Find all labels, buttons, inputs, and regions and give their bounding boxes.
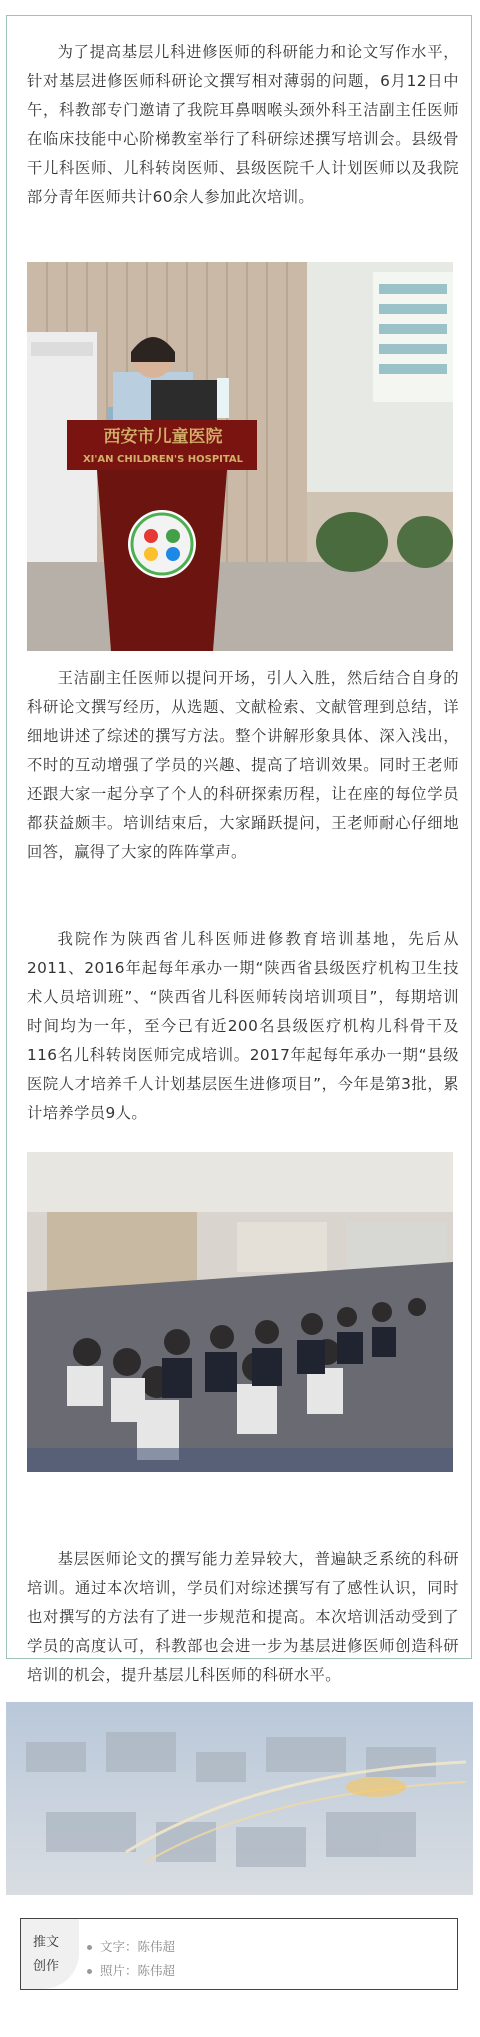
paragraph-training-base: 我院作为陕西省儿科医师进修教育培训基地，先后从2011、2016年起每年承办一期“陕西省县级医疗机构卫生技术人员培训班”、“陕西省儿科医师转岗培训项目”，每期培训时间均为一年，至今已有近200名县级医疗机构儿科骨干及116名儿科转岗医师完成培训。2017年起每年承办一期“县级医院人才培养千人计划基层医生进修项目”，今年是第3批，累计培养学员9人。 bbox=[27, 930, 459, 1122]
lecturer-photo bbox=[27, 262, 453, 651]
paragraph-conclusion: 基层医师论文的撰写能力差异较大，普遍缺乏系统的科研培训。通过本次培训，学员们对综述撰写有了感性认识，同时也对撰写的方法有了进一步规范和提高。本次培训活动受到了学员的高度认可，科教部也会进一步为基层进修医师创造科研培训的机会，提升基层儿科医师的科研水平。 bbox=[27, 1550, 459, 1684]
bullet-icon bbox=[87, 1969, 92, 1974]
credits-tag bbox=[21, 1919, 79, 1989]
podium-sign-cn: 西安市儿童医院 bbox=[103, 427, 223, 447]
aerial-city-image bbox=[6, 1702, 473, 1895]
credit-writer bbox=[87, 1937, 175, 1955]
credit-photographer bbox=[87, 1961, 175, 1979]
credit-writer-text: 文字：陈伟超 bbox=[100, 1939, 176, 1954]
credits-box bbox=[20, 1918, 458, 1990]
credits-tag-line2: 创作 bbox=[33, 1959, 60, 1974]
audience-photo bbox=[27, 1152, 453, 1472]
credits-tag-line1: 推文 bbox=[33, 1935, 60, 1950]
paragraph-lecture: 王洁副主任医师以提问开场，引人入胜，然后结合自身的科研论文撰写经历，从选题、文献检索、文献管理到总结，详细地讲述了综述的撰写方法。整个讲解形象具体、深入浅出，不时的互动增强了学员的兴趣、提高了培训效果。同时王老师还跟大家一起分享了个人的科研探索历程，让在座的每位学员都获益颇丰。培训结束后，大家踊跃提问，王老师耐心仔细地回答，赢得了大家的阵阵掌声。 bbox=[27, 669, 459, 861]
article-frame bbox=[6, 15, 472, 1684]
podium-sign-en: XI'AN CHILDREN'S HOSPITAL bbox=[82, 454, 244, 465]
paragraph-intro: 为了提高基层儿科进修医师的科研能力和论文写作水平，针对基层进修医师科研论文撰写相对薄弱的问题，6月12日中午，科教部专门邀请了我院耳鼻咽喉头颈外科王洁副主任医师在临床技能中心阶梯教室举行了科研综述撰写培训会。县级骨干儿科医师、儿科转岗医师、县级医院千人计划医师以及我院部分青年医师共计60余人参加此次培训。 bbox=[27, 43, 459, 206]
credit-photographer-text: 照片：陈伟超 bbox=[100, 1963, 176, 1978]
bullet-icon bbox=[87, 1945, 92, 1950]
